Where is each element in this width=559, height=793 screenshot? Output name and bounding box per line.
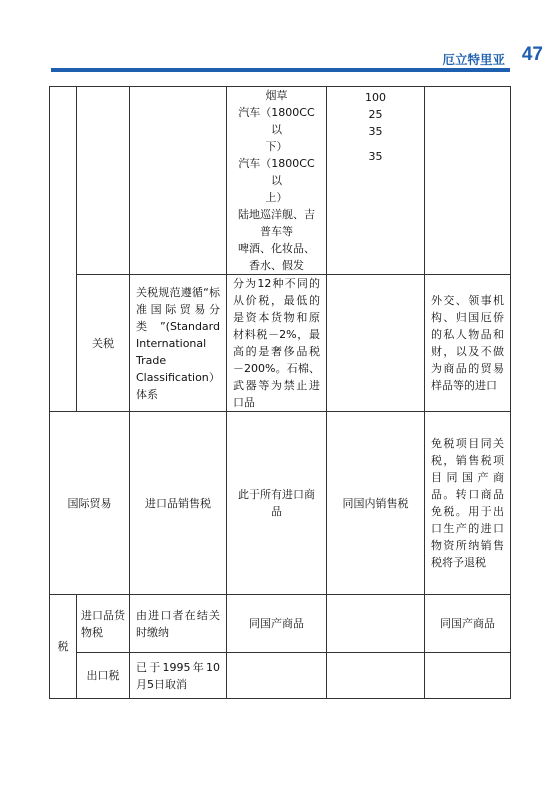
export-tax-rate-cell-empty [327,653,425,699]
item-line: 陆地巡洋舰、吉 [238,208,315,221]
rate-line: 35 [368,125,383,138]
tobacco-rates-cell [327,87,425,275]
goods-tax-exempt-cell: 同国产商品 [425,595,511,653]
item-line: 烟草 [265,89,288,102]
goods-tax-basis-cell: 由进口者在结关时缴纳 [130,595,227,653]
table-row [50,275,511,412]
customs-scope-cell-empty [327,275,425,412]
item-line: 汽车（1800CC以 [238,157,315,187]
export-tax-scope-cell-empty [227,653,327,699]
table-row [50,412,511,595]
table-row [50,653,511,699]
trade-rate-cell: 同国内销售税 [327,412,425,595]
header-title: 厄立特里亚 [442,52,505,67]
rate-gap [333,140,418,148]
category-cell-empty [50,87,77,412]
customs-basis-cell: 关税规范遵循“标准国际贸易分类”(Standard International Trade Classification）体系 [130,275,227,412]
export-tax-name-cell: 出口税 [77,653,130,699]
trade-scope-cell: 此于所有进口商品 [227,412,327,595]
trade-category-cell: 国际贸易 [50,412,130,595]
page-number: 47 [521,44,543,65]
goods-tax-scope-cell: 同国产商品 [227,595,327,653]
tax-table [49,86,511,699]
item-line: 上） [265,191,288,204]
export-tax-basis-cell: 已于1995年10月5日取消 [130,653,227,699]
item-line: 啤酒、化妆品、 [238,242,315,255]
goods-tax-name-cell: 进口品货物税 [77,595,130,653]
item-line: 香水、假发 [249,259,304,272]
customs-exempt-cell: 外交、领事机构、归国厄侨的私人物品和财，以及不做为商品的贸易样品等的进口 [425,275,511,412]
table-row [50,87,511,275]
basis-cell-empty [130,87,227,275]
export-tax-exempt-cell-empty [425,653,511,699]
rate-line: 35 [368,150,383,163]
trade-name-cell: 进口品销售税 [130,412,227,595]
goods-tax-rate-cell-empty [327,595,425,653]
table-row [50,595,511,653]
exempt-cell-empty [425,87,511,275]
customs-rate-cell: 分为12种不同的从价税，最低的是资本货物和原材料税－2%，最高的是奢侈品税－200%。石棉、武器等为禁止进口品 [227,275,327,412]
item-line: 下） [265,140,288,153]
trade-exempt-cell: 免税项目同关税，销售税项目同国产商品。转口商品免税。用于出口生产的进口物资所纳销售税将予退税 [425,412,511,595]
customs-name-cell: 关税 [77,275,130,412]
rate-line: 25 [368,108,383,121]
item-line: 普车等 [260,225,293,238]
tobacco-items-cell [227,87,327,275]
header-rule [51,68,510,72]
rate-line: 100 [365,91,386,104]
tax-category-cell: 税 [50,595,77,699]
item-line: 汽车（1800CC以 [238,106,315,136]
name-cell-empty [77,87,130,275]
